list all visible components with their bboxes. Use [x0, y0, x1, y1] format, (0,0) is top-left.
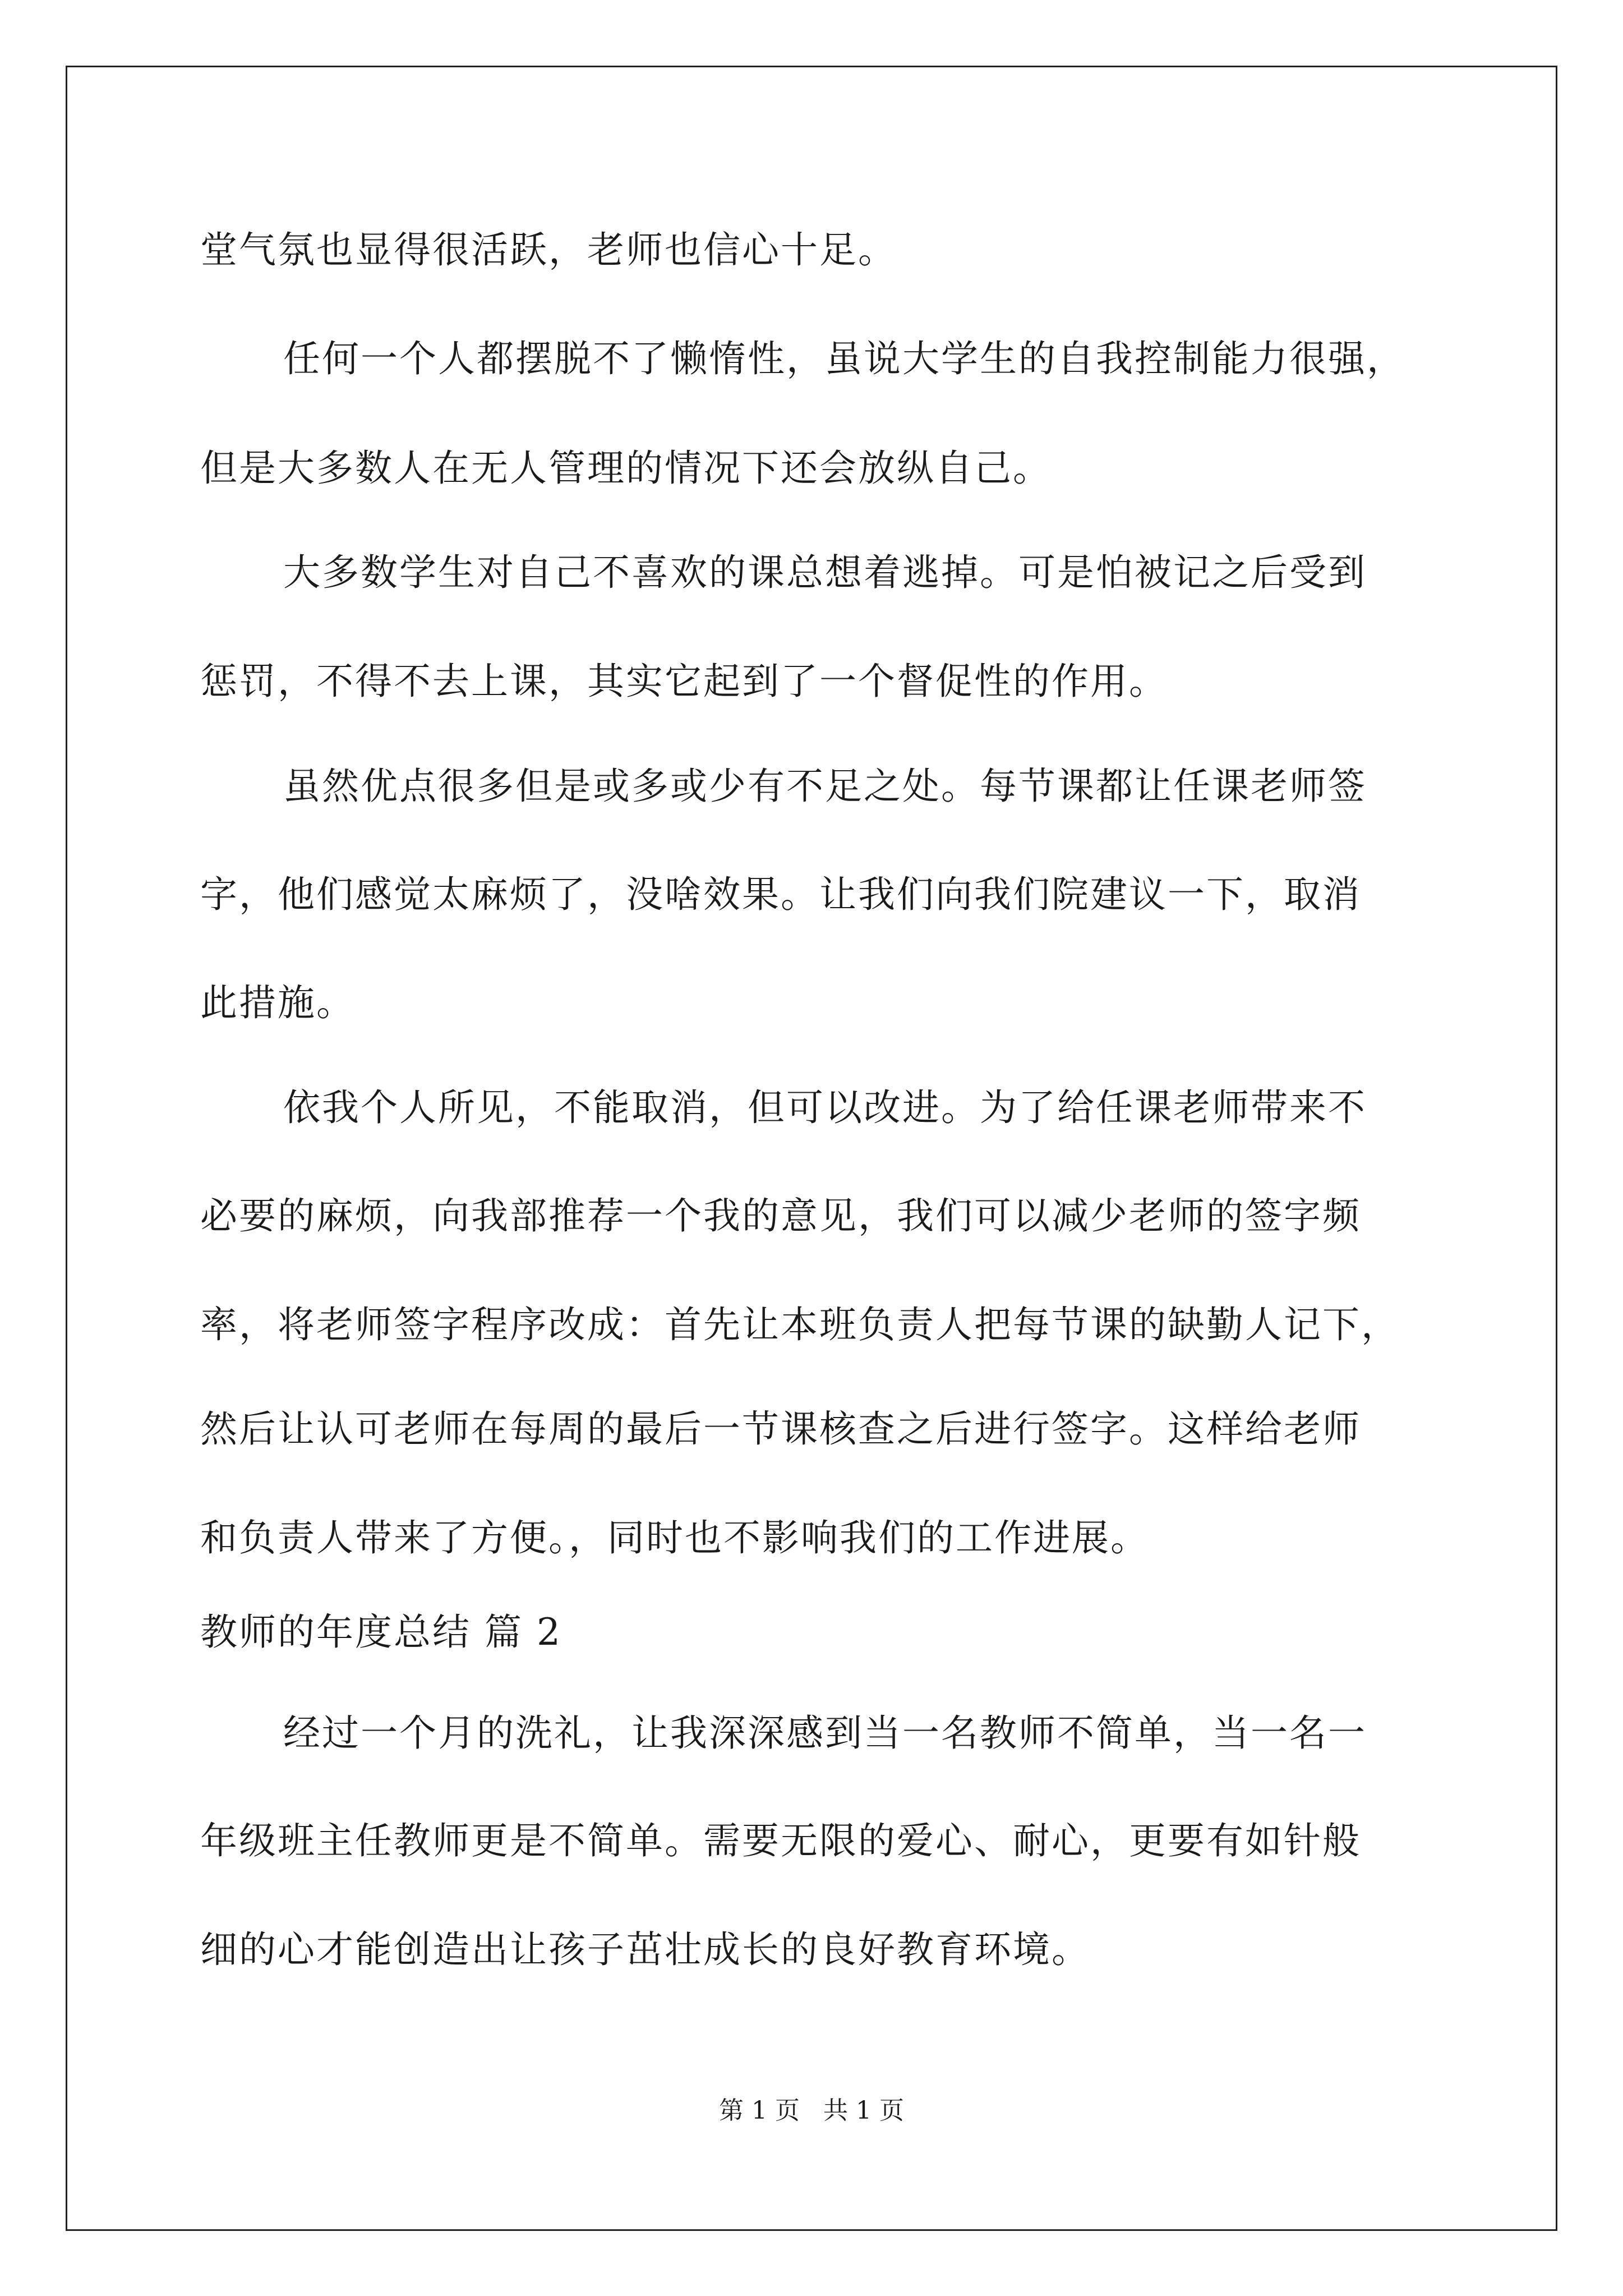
- text-line: 惩罚，不得不去上课，其实它起到了一个督促性的作用。: [200, 660, 1168, 703]
- text-line: 此措施。: [200, 981, 355, 1024]
- text-line: 堂气氛也显得很活跃，老师也信心十足。: [200, 228, 897, 272]
- text-line: 依我个人所见，不能取消，但可以改进。为了给任课老师带来不: [283, 1086, 1367, 1129]
- page-border: [66, 66, 1557, 2231]
- text-line: 率，将老师签字程序改成：首先让本班负责人把每节课的缺勤人记下，: [200, 1303, 1400, 1346]
- text-line: 虽然优点很多但是或多或少有不足之处。每节课都让任课老师签: [283, 765, 1367, 808]
- text-line: 字，他们感觉太麻烦了，没啥效果。让我们向我们院建议一下，取消: [200, 873, 1361, 916]
- text-line: 必要的麻烦，向我部推荐一个我的意见，我们可以减少老师的签字频: [200, 1194, 1361, 1237]
- section-heading: 教师的年度总结 篇 2: [200, 1611, 562, 1654]
- text-line: 经过一个月的洗礼，让我深深感到当一名教师不简单，当一名一: [283, 1711, 1367, 1755]
- text-line: 细的心才能创造出让孩子茁壮成长的良好教育环境。: [200, 1928, 1090, 1971]
- text-line: 大多数学生对自己不喜欢的课总想着逃掉。可是怕被记之后受到: [283, 551, 1367, 594]
- text-line: 但是大多数人在无人管理的情况下还会放纵自己。: [200, 447, 1052, 490]
- text-line: 然后让认可老师在每周的最后一节课核查之后进行签字。这样给老师: [200, 1407, 1361, 1451]
- text-line: 任何一个人都摆脱不了懒惰性，虽说大学生的自我控制能力很强，: [283, 337, 1405, 380]
- page-number-footer: 第 1 页 共 1 页: [719, 2096, 904, 2125]
- text-line: 和负责人带来了方便。，同时也不影响我们的工作进展。: [200, 1516, 1149, 1559]
- text-line: 年级班主任教师更是不简单。需要无限的爱心、耐心，更要有如针般: [200, 1819, 1361, 1862]
